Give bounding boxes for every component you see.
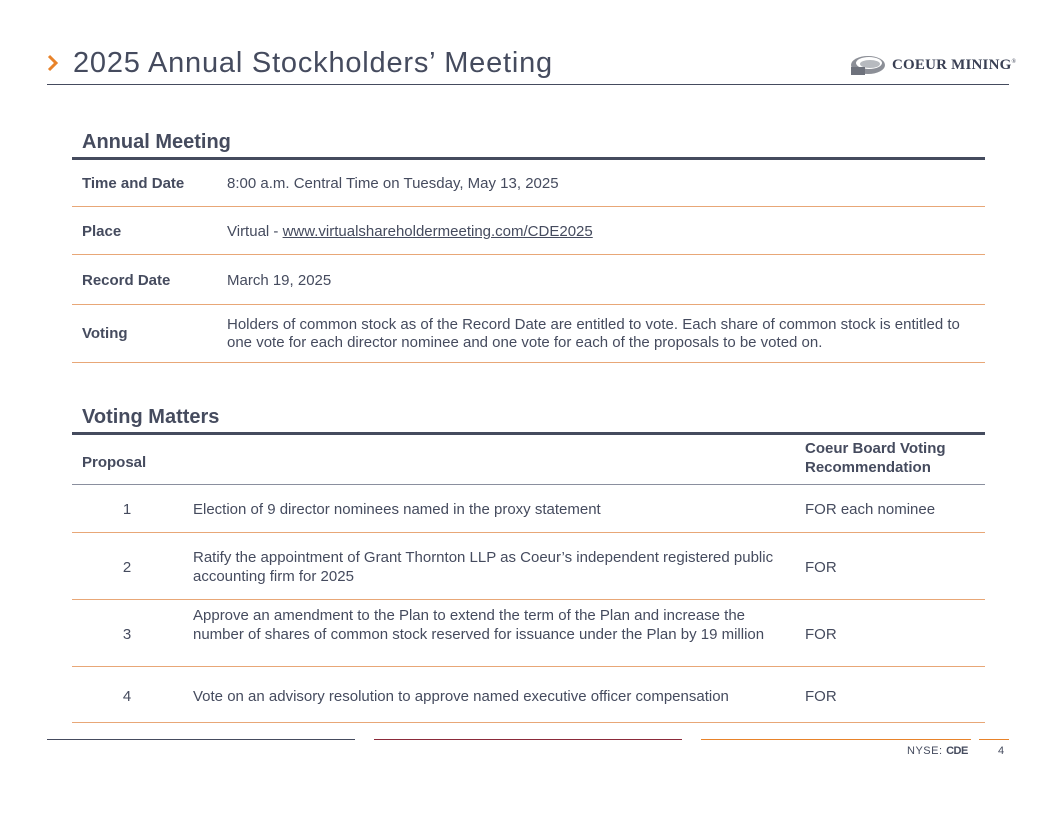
proposal-description: Vote on an advisory resolution to approve named executive officer compensation xyxy=(193,688,729,705)
row-label: Place xyxy=(82,223,122,240)
coeur-mining-logo xyxy=(849,53,1017,79)
meeting-row-record-date xyxy=(72,255,985,304)
row-value: Holders of common stock as of the Record Date are entitled to vote. Each share of common stock is entitled to one vote for each director nominee and one vote for each of the proposals to be voted on. xyxy=(227,316,960,351)
row-divider xyxy=(72,532,985,533)
page-number: 4 xyxy=(998,745,1005,757)
meeting-row-place xyxy=(72,207,985,254)
row-value: March 19, 2025 xyxy=(227,272,332,289)
page-title: 2025 Annual Stockholders’ Meeting xyxy=(73,47,553,79)
place-prefix: Virtual - xyxy=(227,223,283,240)
proposal-description: Approve an amendment to the Plan to extend the term of the Plan and increase the number of shares of common stock reserved for issuance under the Plan by 19 million xyxy=(193,607,765,643)
row-divider xyxy=(72,362,985,363)
footer-line-navy xyxy=(47,739,355,740)
proposal-column-header: Proposal xyxy=(82,454,147,471)
proposal-recommendation: FOR xyxy=(805,626,837,643)
meeting-row-time xyxy=(72,160,985,206)
annual-meeting-heading: Annual Meeting xyxy=(82,131,231,153)
row-value: 8:00 a.m. Central Time on Tuesday, May 13, 2025 xyxy=(227,175,559,192)
row-label: Voting xyxy=(82,325,128,342)
footer-line-maroon xyxy=(374,739,682,740)
proposal-number: 3 xyxy=(122,626,132,643)
meeting-link[interactable]: www.virtualshareholdermeeting.com/CDE2025 xyxy=(282,223,593,240)
logo-mark-icon xyxy=(849,53,889,77)
footer-ticker: NYSE: CDE xyxy=(907,745,968,757)
title-divider xyxy=(47,84,1009,85)
proposal-description: Ratify the appointment of Grant Thornton LLP as Coeur’s independent registered public accounting firm for 2025 xyxy=(193,549,774,585)
row-divider xyxy=(72,722,985,723)
proposal-recommendation: FOR xyxy=(805,688,837,705)
voting-matters-rule xyxy=(72,432,985,435)
proposal-number: 2 xyxy=(122,559,132,576)
voting-matters-heading: Voting Matters xyxy=(82,406,220,428)
row-label: Record Date xyxy=(82,272,171,289)
logo-wordmark: COEUR MINING® xyxy=(892,57,1017,73)
proposal-recommendation: FOR xyxy=(805,559,837,576)
chevron-right-icon xyxy=(46,50,62,76)
proposal-description: Election of 9 director nominees named in the proxy statement xyxy=(193,501,601,518)
proposal-recommendation: FOR each nominee xyxy=(805,501,936,518)
header-divider xyxy=(72,484,985,485)
proposal-number: 4 xyxy=(122,688,132,705)
proposal-number: 1 xyxy=(122,501,132,518)
row-divider xyxy=(72,666,985,667)
recommendation-column-header: Coeur Board Voting Recommendation xyxy=(805,440,946,476)
row-label: Time and Date xyxy=(82,175,185,192)
row-value xyxy=(227,223,977,241)
footer-line-orange xyxy=(701,739,971,740)
footer-line-orange-short xyxy=(979,739,1009,740)
meeting-row-voting xyxy=(72,305,985,362)
row-divider xyxy=(72,599,985,600)
